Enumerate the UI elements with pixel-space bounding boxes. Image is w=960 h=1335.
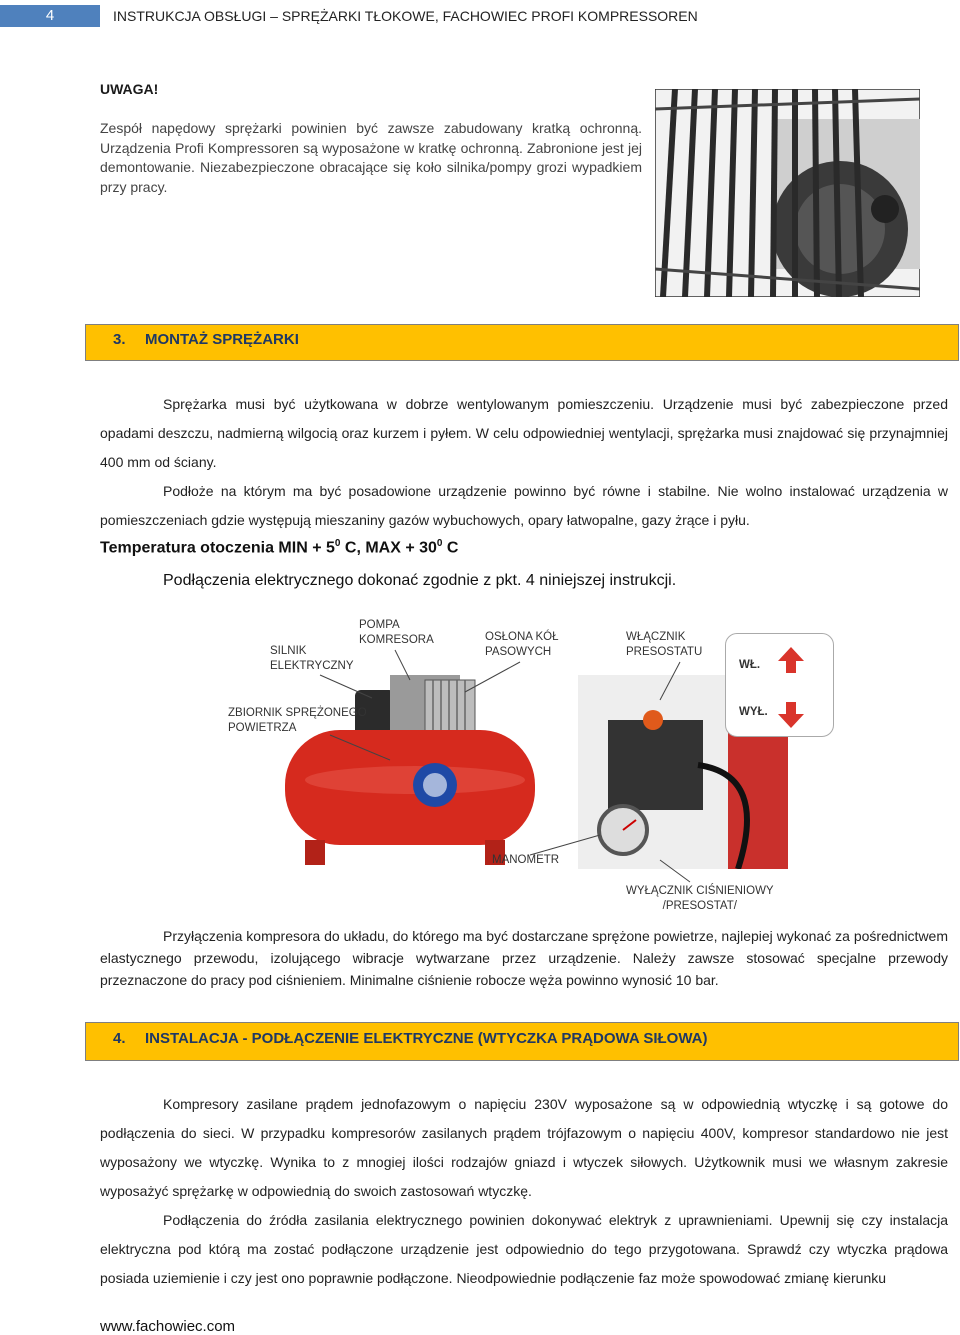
footer-url[interactable]: www.fachowiec.com <box>100 1318 236 1335</box>
label-zbiornik: ZBIORNIK SPRĘŻONEGO POWIETRZA <box>228 707 367 734</box>
label-wylacznik: WYŁĄCZNIK CIŚNIENIOWY /PRESOSTAT/ <box>626 885 774 912</box>
ventilation-paragraph: Sprężarka musi być użytkowana w dobrze wentylowanym pomieszczeniu. Urządzenie musi być zabezpieczone przed opadami deszczu, nadmierną wilgocią oraz kurzem i pyłem. W celu odpowiedniej wentylacji, sprężarka musi znajdować się przynajmniej 400 mm od ściany. <box>100 396 948 470</box>
temperature-text-a: Temperatura otoczenia MIN + 5 <box>100 539 335 557</box>
section-4-title: INSTALACJA - PODŁĄCZENIE ELEKTRYCZNE (WTYCZKA PRĄDOWA SIŁOWA) <box>145 1030 708 1047</box>
section-4-body <box>100 1090 948 1293</box>
on-label: WŁ. <box>739 659 761 671</box>
label-oslona: OSŁONA KÓŁ PASOWYCH <box>485 631 559 658</box>
electrical-reference: Podłączenia elektrycznego dokonać zgodnie z pkt. 4 niniejszej instrukcji. <box>163 572 677 589</box>
label-silnik: SILNIK ELEKTRYCZNY <box>270 645 354 672</box>
plug-paragraph: Kompresory zasilane prądem jednofazowym o napięciu 230V wyposażone są w odpowiednią wtyczkę i są gotowe do podłączenia do sieci. W przypadku kompresorów zasilanych prądem trójfazowym o napięciu 400V, kompresor standardowo nie jest wyposażony we wtyczkę. Wynika to z mnogiej ilości rodzajów gniazd i wtyczek siłowych. Użytkownik musi we własnym zakresie wyposażyć sprężarkę w odpowiednią do swoich zastosowań wtyczkę. <box>100 1096 948 1199</box>
off-label: WYŁ. <box>739 706 768 718</box>
page-number: 4 <box>0 5 100 27</box>
degree-sup-1: 0 <box>334 538 341 549</box>
degree-sup-2: 0 <box>436 538 443 549</box>
section-3-title: MONTAŻ SPRĘŻARKI <box>145 331 299 348</box>
temperature-text-c: C <box>442 539 459 557</box>
temperature-text-b: C, MAX + 30 <box>340 539 437 557</box>
connection-block <box>100 925 948 991</box>
warning-text: Zespół napędowy sprężarki powinien być zawsze zabudowany kratką ochronną. Urządzenia Profi Kompressoren są wyposażone w kratkę ochronną. Zabronione jest jej demontowanie. Niezabezpieczone obracające się koło silnika/pompy grozi wypadkiem przy pracy. <box>100 120 642 195</box>
section-4-number: 4. <box>113 1030 126 1047</box>
label-manometr: MANOMETR <box>492 854 560 866</box>
warning-heading: UWAGA! <box>100 81 159 97</box>
label-pompa: POMPA KOMRESORA <box>359 619 434 646</box>
connection-paragraph: Przyłączenia kompresora do układu, do którego ma być dostarczane sprężone powietrze, najlepiej wykonać za pośrednictwem elastycznego przewodu, izolującego wibracje wytwarzane przez urządzenie. Należy zawsze stosować specjalne przewody przeznaczone do pracy pod ciśnieniem. Minimalne ciśnienie robocze węża powinno wynosić 10 bar. <box>100 928 948 988</box>
foundation-paragraph: Podłoże na którym ma być posadowione urządzenie powinno być równe i stabilne. Nie wolno instalować urządzenia w pomieszczeniach gdzie występują mieszaniny gazów wybuchowych, opary łatwopalne, gazy żrące i pyłu. <box>100 483 948 528</box>
section-3-number: 3. <box>113 331 126 348</box>
document-title: INSTRUKCJA OBSŁUGI – SPRĘŻARKI TŁOKOWE, FACHOWIEC PROFI KOMPRESSOREN <box>113 8 698 24</box>
label-wlacznik: WŁĄCZNIK PRESOSTATU <box>626 631 703 658</box>
electrician-paragraph: Podłączenia do źródła zasilania elektrycznego powinien dokonywać elektryk z uprawnieniami. Upewnij się czy instalacja elektryczna pod którą ma zostać podłączone urządzenie jest odpowiednio do tego przygotowana. Sprawdź czy wtyczka prądowa posiada uziemienie i czy jest ono poprawnie podłączone. Nieodpowiednie podłączenie faz może spowodować zmianę kierunku <box>100 1212 948 1286</box>
